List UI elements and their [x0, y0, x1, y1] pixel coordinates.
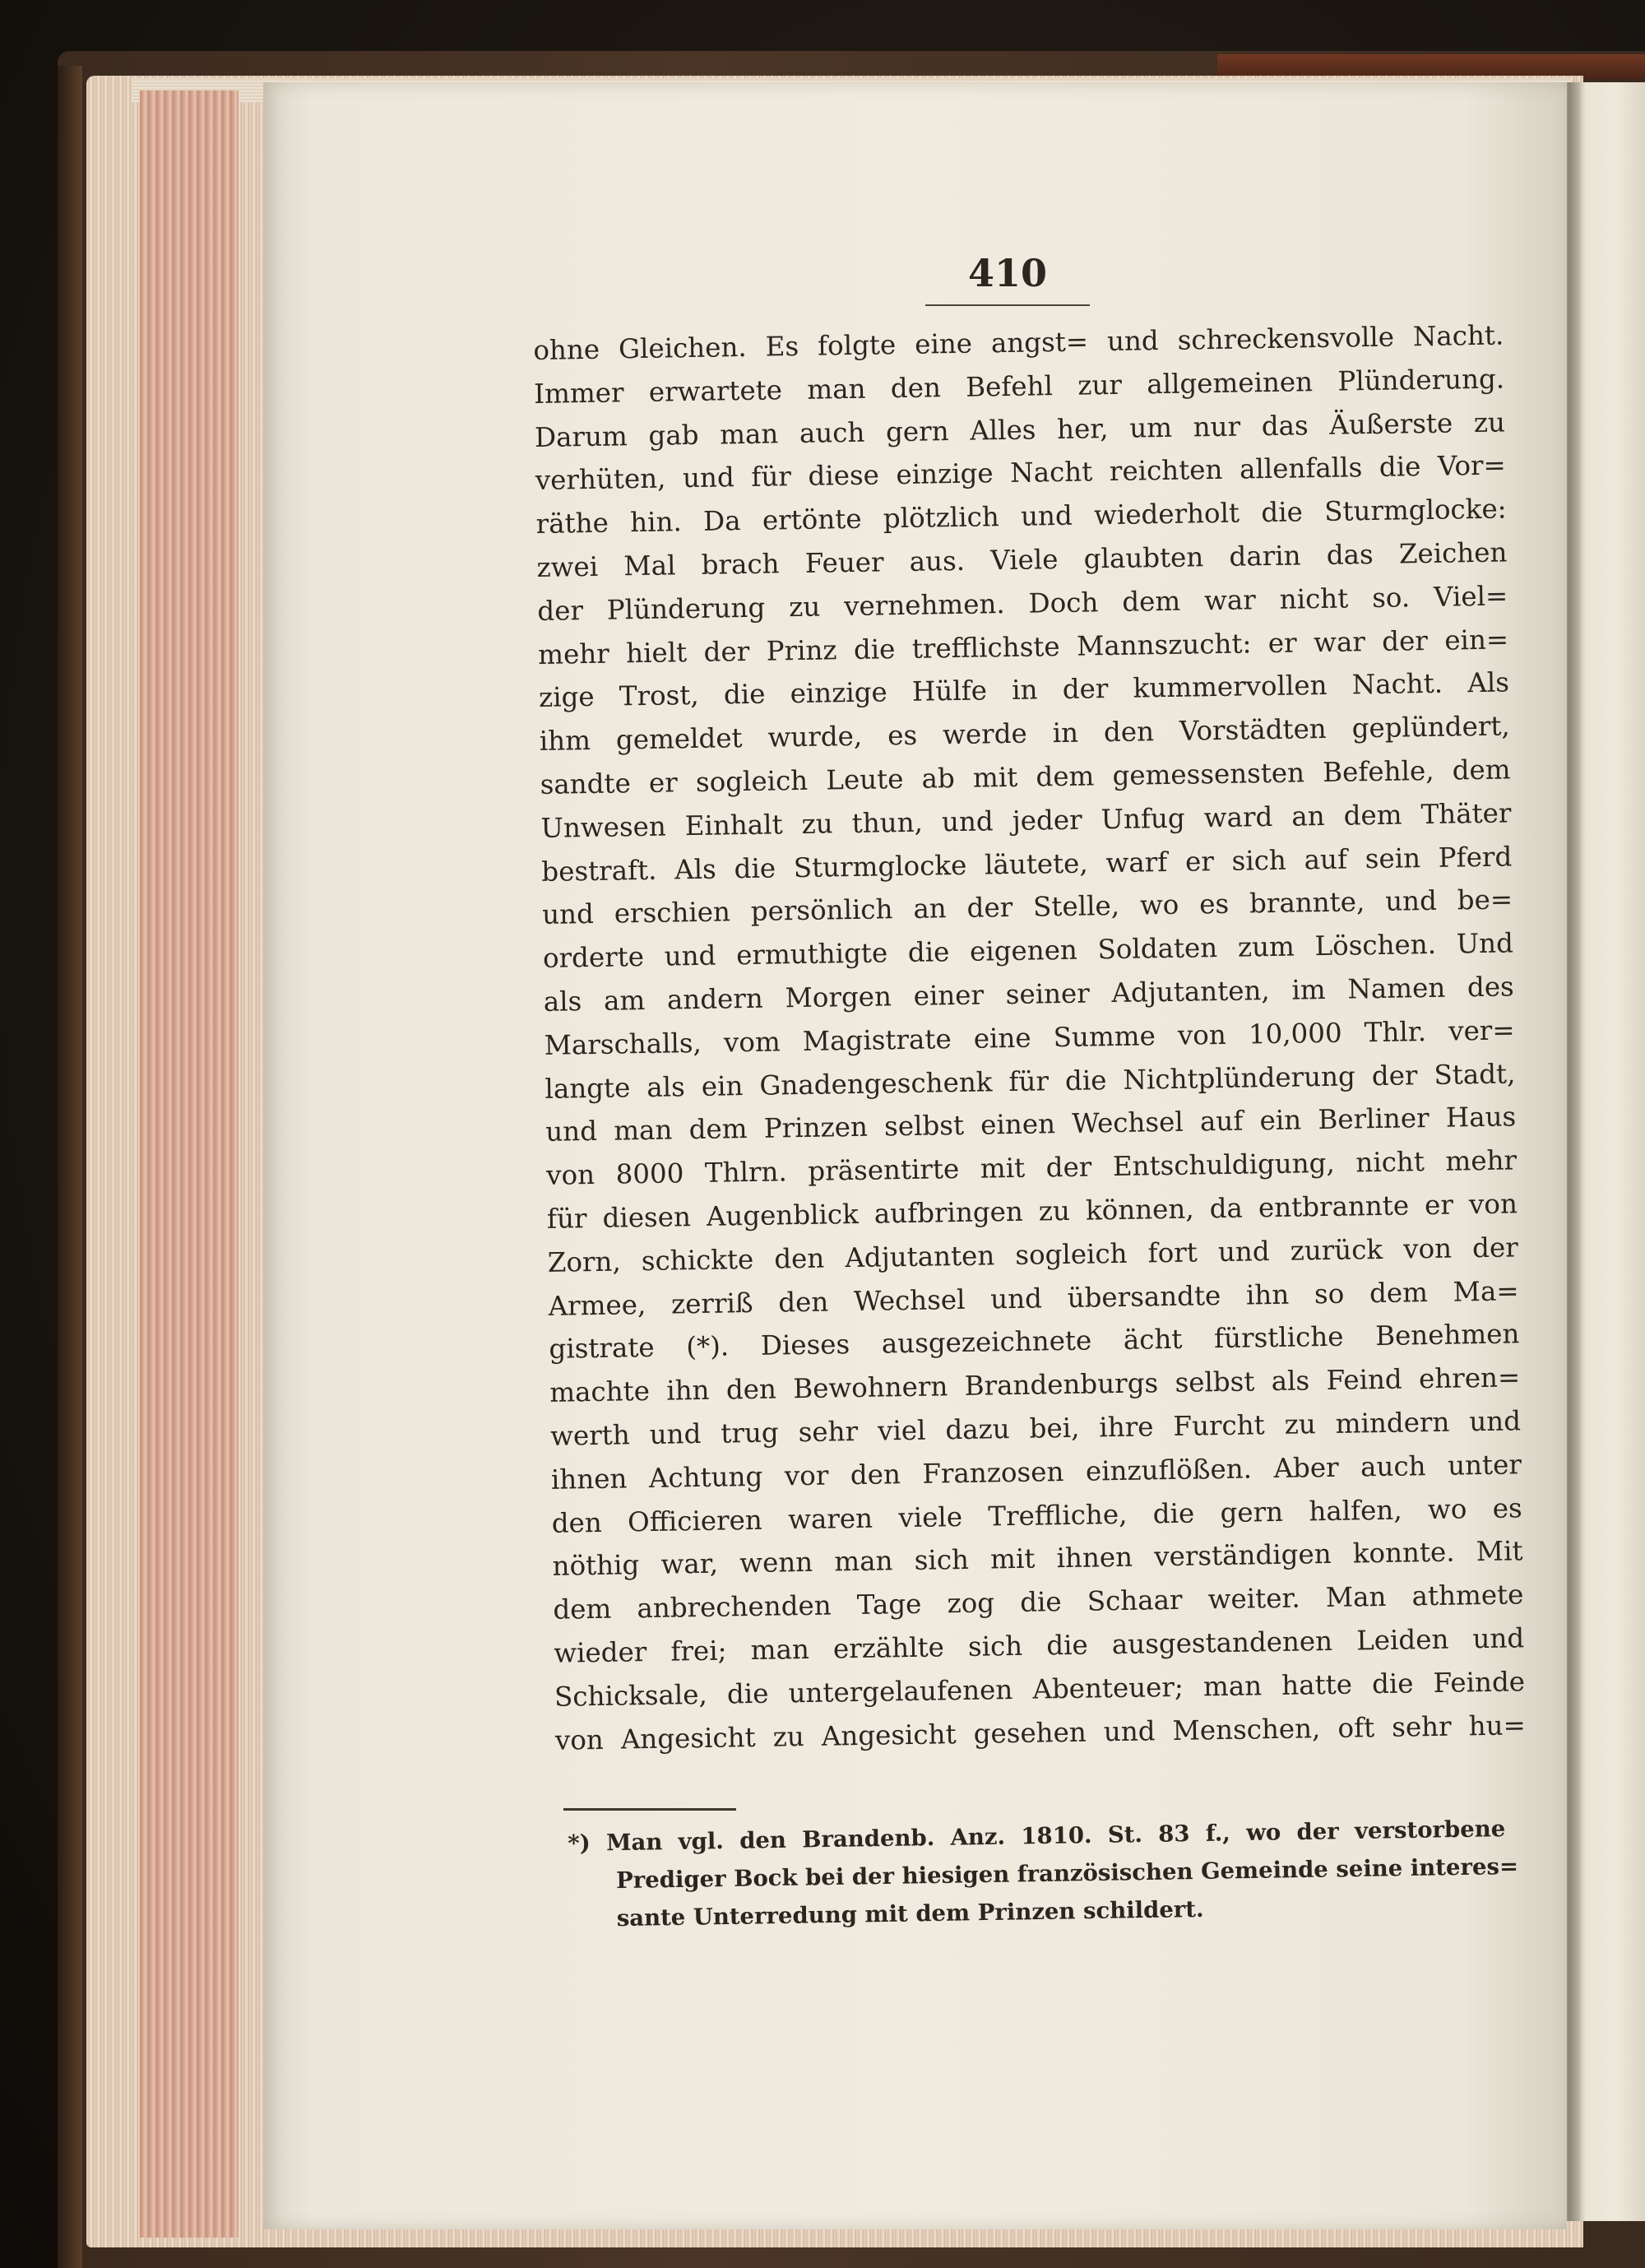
text-line: ohne Gleichen. Es folgte eine angst= und schreckensvolle Nacht.: [533, 319, 1504, 366]
text-line: Armee, zerriß den Wechsel und übersandte ihn so dem Ma=: [548, 1274, 1519, 1322]
text-line: von 8000 Thlrn. präsentirte mit der Entschuldigung, nicht mehr: [545, 1144, 1518, 1192]
footnote: [568, 1810, 1519, 1938]
page-number-rule: [925, 304, 1090, 306]
text-line: ihnen Achtung vor den Franzosen einzuflößen. Aber auch unter: [550, 1449, 1522, 1496]
text-line: orderte und ermuthigte die eigenen Soldaten zum Löschen. Und: [542, 927, 1514, 975]
text-line: nöthig war, wenn man sich mit ihnen verständigen konnte. Mit: [552, 1535, 1523, 1583]
page-number: 410: [967, 251, 1048, 295]
footnote-rule: [563, 1808, 736, 1811]
text-line: bestraft. Als die Sturmglocke läutete, warf er sich auf sein Pferd: [541, 840, 1513, 888]
text-line: den Officieren waren viele Treffliche, die gern halfen, wo es: [551, 1491, 1522, 1539]
text-line: langte als ein Gnadengeschenk für die Nichtplünderung der Stadt,: [544, 1057, 1516, 1105]
text-line: Darum gab man auch gern Alles her, um nur das Äußerste zu: [534, 406, 1506, 453]
page-block-red-edges: [140, 90, 239, 2238]
text-line: und man dem Prinzen selbst einen Wechsel auf ein Berliner Haus: [545, 1101, 1517, 1148]
text-line: Unwesen Einhalt zu thun, und jeder Unfug ward an dem Thäter: [540, 797, 1512, 844]
footnote-line: sante Unterredung mit dem Prinzen schildert.: [616, 1895, 1204, 1932]
book-spine-edge: [58, 66, 82, 2268]
text-line: räthe hin. Da ertönte plötzlich und wiederholt die Sturmglocke:: [535, 493, 1507, 540]
text-line: dem anbrechenden Tage zog die Schaar weiter. Man athmete: [553, 1579, 1524, 1626]
text-line: ihm gemeldet wurde, es werde in den Vorstädten geplündert,: [539, 710, 1511, 758]
text-line: der Plünderung zu vernehmen. Doch dem war nicht so. Viel=: [537, 580, 1508, 627]
text-line: zwei Mal brach Feuer aus. Viele glaubten darin das Zeichen: [536, 536, 1508, 583]
text-line: Marschalls, vom Magistrate eine Summe von 10,000 Thlr. ver=: [544, 1014, 1515, 1061]
footnote-line: Prediger Bock bei der hiesigen französischen Gemeinde seine interes=: [615, 1853, 1519, 1895]
text-line: als am andern Morgen einer seiner Adjutanten, im Namen des: [543, 971, 1515, 1018]
text-line: Immer erwartete man den Befehl zur allgemeinen Plünderung.: [533, 363, 1505, 410]
text-line: Schicksale, die untergelaufenen Abenteuer; man hatte die Feinde: [554, 1665, 1526, 1713]
footnote-line: *) Man vgl. den Brandenb. Anz. 1810. St. 83 f., wo der verstorbene: [568, 1816, 1506, 1857]
text-line: und erschien persönlich an der Stelle, wo es brannte, und be=: [541, 884, 1513, 931]
text-line: wieder frei; man erzählte sich die ausgestandenen Leiden und: [553, 1622, 1525, 1669]
body-text: [533, 313, 1526, 1762]
text-line: von Angesicht zu Angesicht gesehen und Menschen, oft sehr hu=: [554, 1709, 1527, 1756]
text-line: zige Trost, die einzige Hülfe in der kummervollen Nacht. Als: [538, 666, 1510, 714]
text-line: verhüten, und für diese einzige Nacht reichten allenfalls die Vor=: [535, 449, 1507, 497]
text-line: für diesen Augenblick aufbringen zu können, da entbrannte er von: [546, 1188, 1518, 1235]
text-line: werth und trug sehr viel dazu bei, ihre Furcht zu mindern und: [549, 1405, 1522, 1452]
text-line: Zorn, schickte den Adjutanten sogleich fort und zurück von der: [547, 1231, 1518, 1278]
text-line: sandte er sogleich Leute ab mit dem gemessensten Befehle, dem: [540, 754, 1511, 800]
facing-page: [1573, 82, 1645, 2221]
text-line: gistrate (*). Dieses ausgezeichnete ächt fürstliche Benehmen: [549, 1318, 1520, 1366]
text-line: mehr hielt der Prinz die trefflichste Mannszucht: er war der ein=: [537, 623, 1509, 670]
text-line: machte ihn den Bewohnern Brandenburgs selbst als Feind ehren=: [549, 1361, 1521, 1408]
